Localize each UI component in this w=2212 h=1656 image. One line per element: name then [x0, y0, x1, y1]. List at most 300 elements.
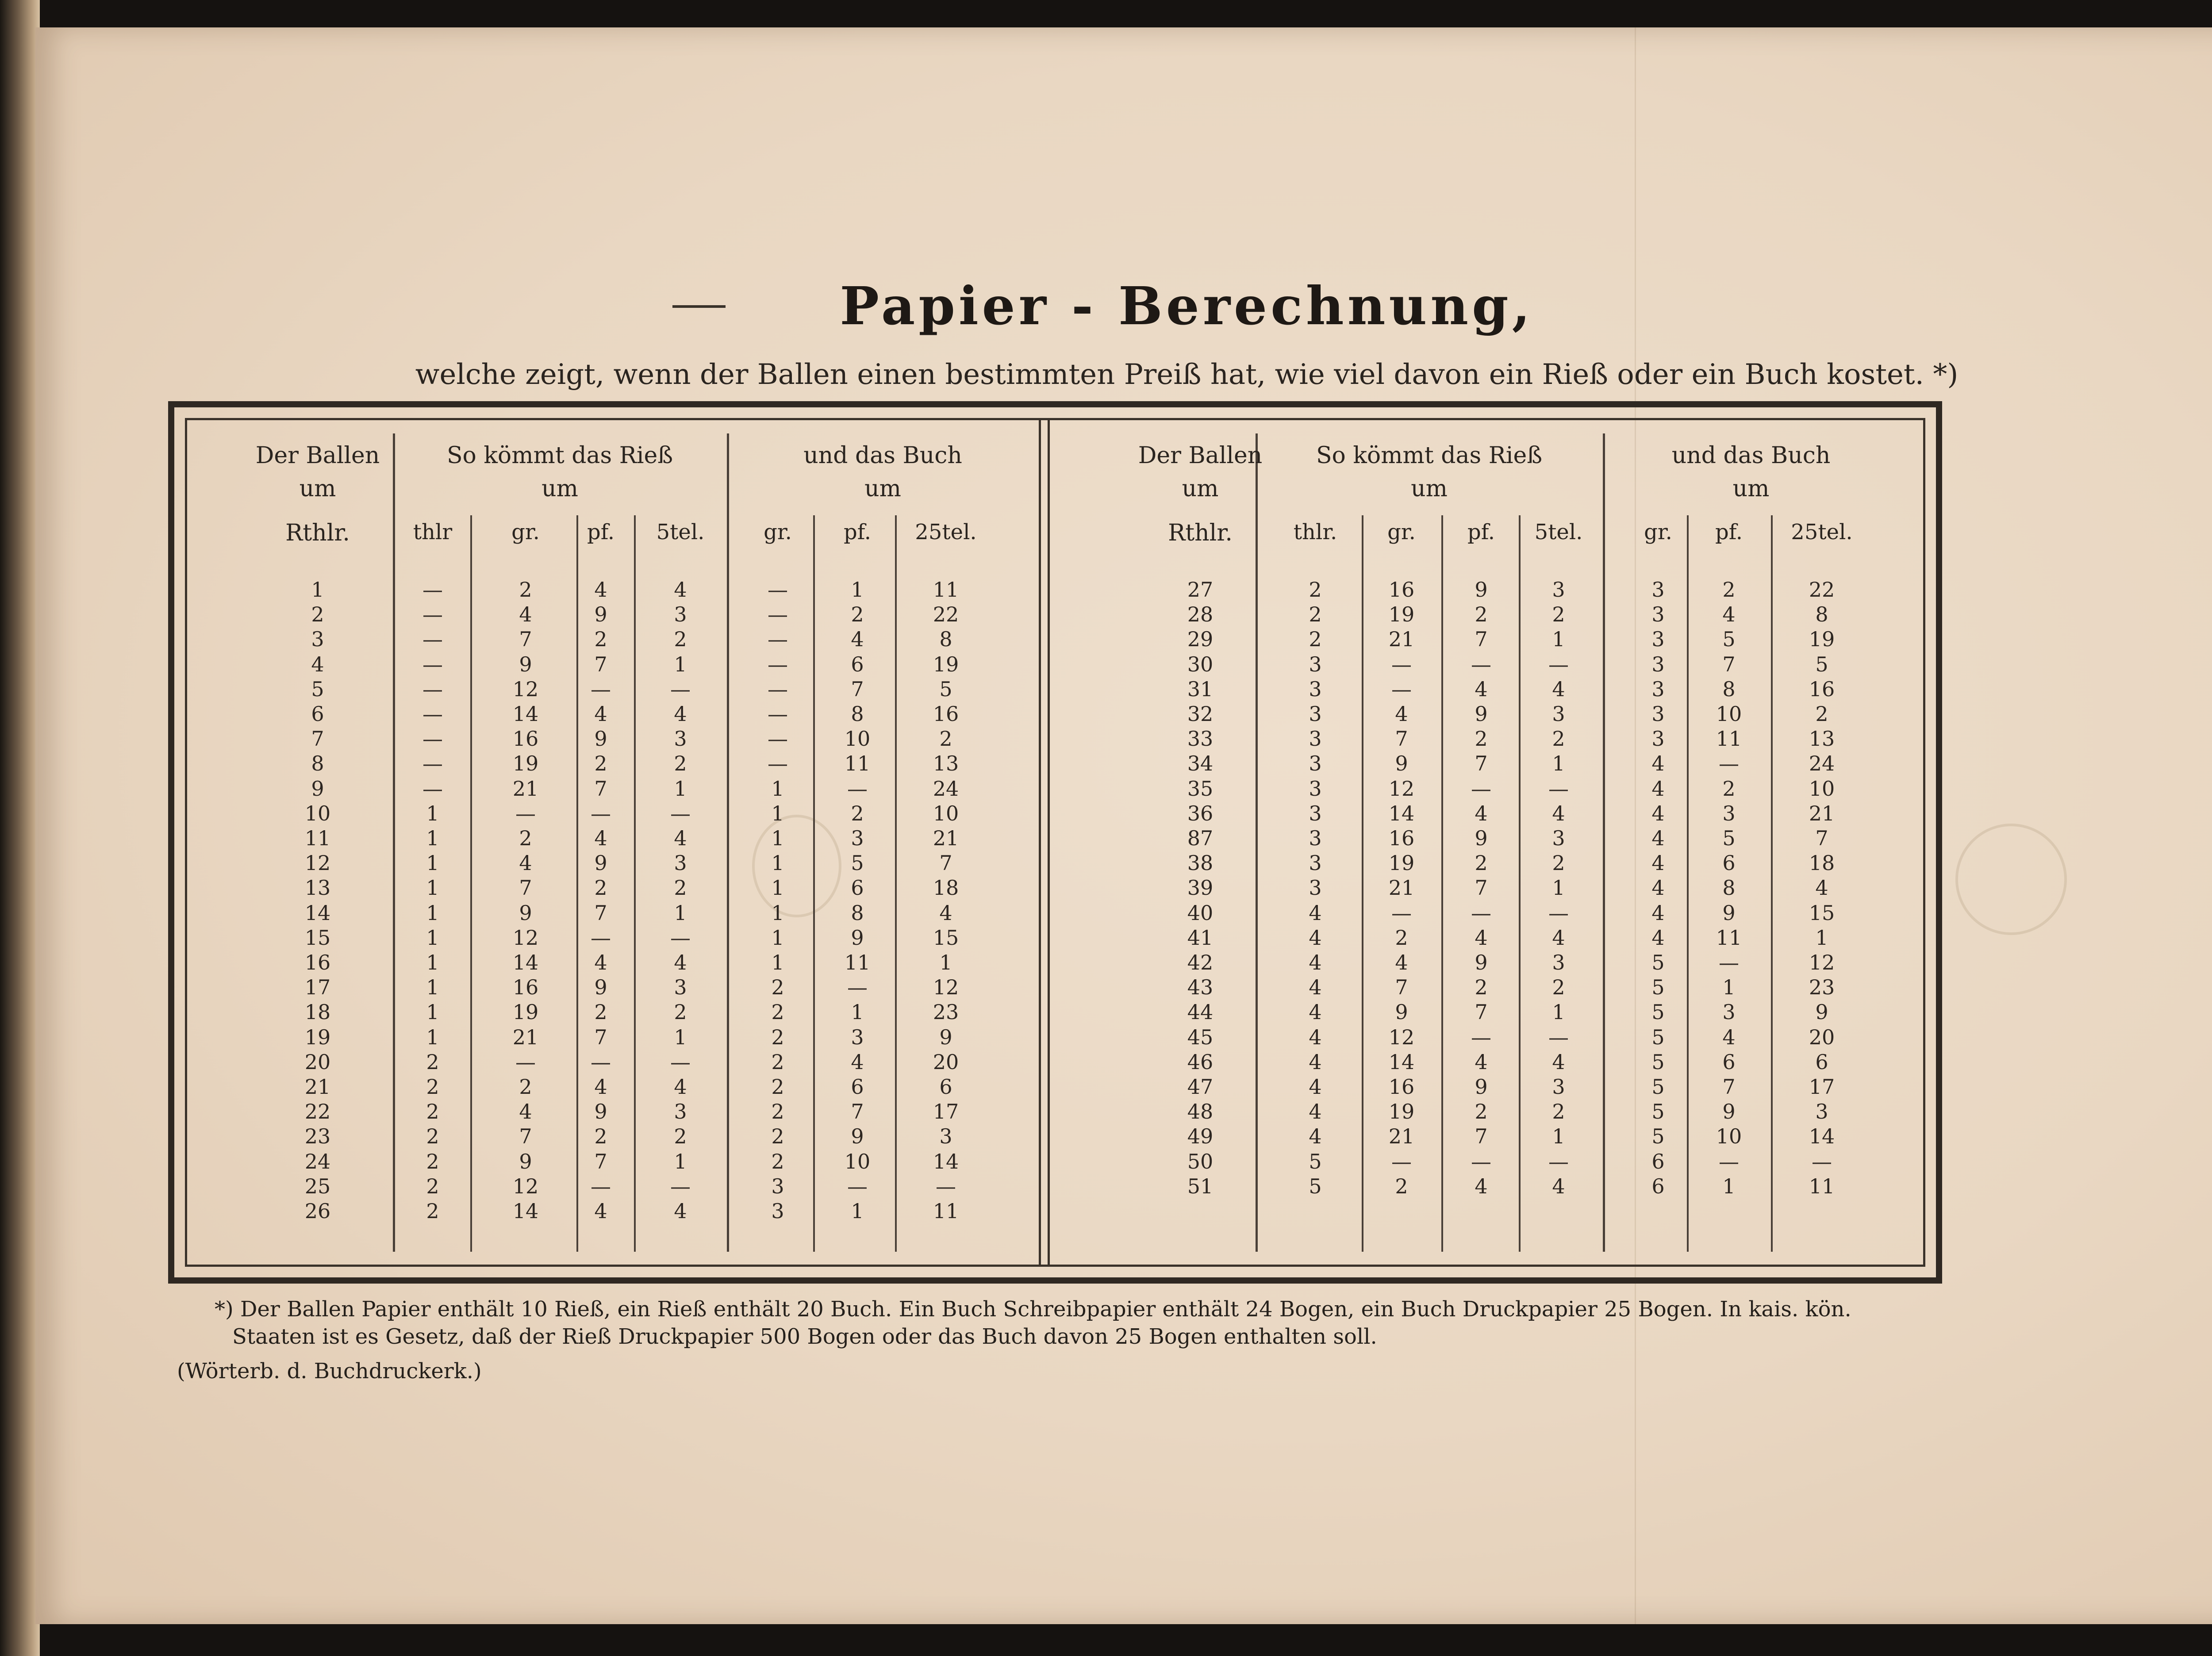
left-header-buch: und das Buch: [803, 442, 962, 469]
left-table-cell: 1: [674, 1150, 687, 1173]
right-table-cell: 2: [1309, 578, 1322, 602]
right-table-cell: 28: [1187, 602, 1214, 626]
right-table-cell: 4: [1651, 876, 1665, 900]
right-column-rule: [1687, 515, 1689, 1252]
right-table-cell: 12: [1388, 777, 1415, 801]
right-table-cell: 3: [1651, 652, 1665, 676]
left-table-cell: 14: [933, 1150, 959, 1173]
left-table-cell: 2: [939, 727, 952, 751]
left-table-cell: 5: [851, 851, 864, 875]
right-table-cell: 3: [1309, 826, 1322, 850]
left-table-cell: 16: [512, 975, 539, 999]
right-table-cell: 5: [1722, 627, 1736, 651]
right-table-cell: 2: [1552, 975, 1565, 999]
left-table-cell: 4: [851, 1050, 864, 1074]
right-table-cell: 4: [1722, 1025, 1736, 1049]
right-table-cell: —: [1471, 777, 1491, 801]
right-table-cell: 87: [1187, 826, 1214, 850]
left-table-cell: 11: [304, 826, 331, 850]
left-table-cell: 1: [771, 951, 784, 974]
right-table-cell: 3: [1309, 751, 1322, 775]
right-column-rule: [1362, 515, 1363, 1252]
left-table-cell: —: [847, 975, 868, 999]
left-table-cell: 7: [519, 627, 532, 651]
left-table-cell: 10: [304, 801, 331, 825]
right-table-cell: 2: [1475, 975, 1488, 999]
right-table-cell: 4: [1309, 1075, 1322, 1099]
left-table-cell: 3: [674, 602, 687, 626]
left-table-cell: —: [768, 677, 788, 701]
right-table-cell: 9: [1395, 1000, 1408, 1024]
left-table-cell: 2: [426, 1100, 439, 1123]
left-table-cell: 21: [304, 1075, 331, 1099]
right-table-cell: 2: [1552, 851, 1565, 875]
left-table-cell: 1: [674, 777, 687, 801]
left-table-cell: 14: [512, 951, 539, 974]
left-table-cell: 11: [933, 1199, 959, 1223]
left-table-cell: 7: [594, 1025, 607, 1049]
left-table-cell: 21: [512, 1025, 539, 1049]
left-table-cell: 1: [771, 876, 784, 900]
right-table-cell: 6: [1722, 1050, 1736, 1074]
right-table-cell: 5: [1651, 975, 1665, 999]
left-table-cell: —: [422, 677, 443, 701]
left-table-cell: 15: [304, 926, 331, 950]
right-table-cell: 3: [1552, 702, 1565, 726]
right-table-cell: 10: [1809, 777, 1835, 801]
right-table-cell: —: [1391, 677, 1412, 701]
right-table-cell: 3: [1309, 777, 1322, 801]
right-table-cell: 4: [1651, 751, 1665, 775]
left-column-rule: [470, 515, 472, 1252]
right-table-cell: 3: [1651, 627, 1665, 651]
right-table-cell: 4: [1395, 951, 1408, 974]
left-column-rule: [393, 433, 395, 1252]
right-table-cell: 36: [1187, 801, 1214, 825]
left-table-cell: 7: [594, 652, 607, 676]
right-table-cell: 6: [1815, 1050, 1828, 1074]
right-table-cell: 9: [1475, 951, 1488, 974]
right-subheader: pf.: [1467, 520, 1495, 544]
left-table-cell: —: [670, 801, 691, 825]
left-table-cell: 7: [311, 727, 324, 751]
right-table-cell: 2: [1475, 602, 1488, 626]
left-table-cell: 1: [426, 1000, 439, 1024]
left-table-cell: 1: [674, 1025, 687, 1049]
left-table-cell: —: [847, 777, 868, 801]
left-table-cell: 1: [426, 876, 439, 900]
right-table-cell: 9: [1475, 702, 1488, 726]
left-table-cell: —: [422, 627, 443, 651]
right-table-cell: —: [1471, 1150, 1491, 1173]
right-table-cell: 4: [1552, 926, 1565, 950]
right-header-ballen: Der Ballen: [1138, 442, 1263, 469]
left-table-cell: —: [670, 677, 691, 701]
left-column-rule: [634, 515, 636, 1252]
left-table-cell: 14: [512, 702, 539, 726]
left-table-cell: 11: [844, 751, 871, 775]
left-table-cell: 20: [304, 1050, 331, 1074]
right-table-cell: 2: [1475, 851, 1488, 875]
right-table-cell: 5: [1309, 1150, 1322, 1173]
right-table-cell: 34: [1187, 751, 1214, 775]
right-table-cell: 3: [1309, 801, 1322, 825]
right-table-cell: —: [1548, 1150, 1569, 1173]
right-table-cell: 3: [1309, 851, 1322, 875]
right-table-cell: 2: [1722, 777, 1736, 801]
right-table-cell: 4: [1651, 901, 1665, 925]
right-table-cell: 4: [1309, 1000, 1322, 1024]
right-subheader: 5tel.: [1534, 520, 1583, 544]
right-table-cell: 2: [1395, 1174, 1408, 1198]
right-table-cell: 3: [1309, 652, 1322, 676]
left-table-cell: 1: [771, 777, 784, 801]
right-table-cell: 5: [1815, 652, 1828, 676]
right-column-rule: [1441, 515, 1443, 1252]
left-table-cell: —: [847, 1174, 868, 1198]
left-table-cell: 2: [426, 1124, 439, 1148]
left-header-riess: um: [541, 475, 578, 502]
right-table-cell: 21: [1388, 876, 1415, 900]
right-table-cell: 4: [1309, 1025, 1322, 1049]
right-column-rule: [1256, 433, 1258, 1252]
left-table-cell: 17: [304, 975, 331, 999]
left-table-cell: 1: [771, 926, 784, 950]
left-table-cell: 2: [771, 1050, 784, 1074]
left-table-cell: 2: [674, 1124, 687, 1148]
right-table-cell: 18: [1809, 851, 1835, 875]
right-table-cell: —: [1812, 1150, 1832, 1173]
right-table-cell: 4: [1651, 851, 1665, 875]
left-table-cell: 8: [851, 901, 864, 925]
left-table-cell: 3: [674, 727, 687, 751]
left-table-cell: 13: [933, 751, 959, 775]
right-table-cell: 2: [1309, 627, 1322, 651]
left-table-cell: 2: [771, 1100, 784, 1123]
left-header-ballen: Der Ballen: [255, 442, 380, 469]
left-table-cell: 4: [594, 826, 607, 850]
right-table-cell: 40: [1187, 901, 1214, 925]
right-table-cell: 9: [1722, 901, 1736, 925]
left-table-cell: 11: [844, 951, 871, 974]
left-table-cell: —: [936, 1174, 956, 1198]
left-table-cell: 1: [426, 926, 439, 950]
right-table-cell: 7: [1815, 826, 1828, 850]
left-subheader: pf.: [843, 520, 872, 544]
left-subheader: 5tel.: [656, 520, 705, 544]
left-table-cell: 2: [771, 1124, 784, 1148]
left-table-cell: —: [591, 1050, 611, 1074]
right-table-cell: 48: [1187, 1100, 1214, 1123]
right-table-cell: 4: [1475, 926, 1488, 950]
right-table-cell: —: [1719, 751, 1739, 775]
right-table-cell: 4: [1651, 826, 1665, 850]
left-table-cell: 6: [851, 876, 864, 900]
left-table-cell: 7: [594, 901, 607, 925]
left-table-cell: 4: [674, 1199, 687, 1223]
right-table-cell: 2: [1815, 702, 1828, 726]
left-table-cell: 15: [933, 926, 959, 950]
right-table-cell: 22: [1809, 578, 1835, 602]
right-table-cell: 4: [1475, 1050, 1488, 1074]
right-table-cell: —: [1548, 652, 1569, 676]
right-table-cell: 11: [1716, 727, 1742, 751]
left-subheader: thlr: [413, 520, 453, 544]
right-table-cell: 8: [1722, 677, 1736, 701]
right-table-cell: 3: [1309, 677, 1322, 701]
left-table-cell: —: [515, 801, 536, 825]
left-table-cell: 18: [304, 1000, 331, 1024]
right-table-cell: —: [1391, 652, 1412, 676]
right-table-cell: 7: [1722, 1075, 1736, 1099]
left-table-cell: 9: [594, 975, 607, 999]
right-table-cell: 19: [1388, 1100, 1415, 1123]
right-table-cell: 4: [1309, 951, 1322, 974]
left-table-cell: 9: [851, 1124, 864, 1148]
right-table-cell: 4: [1552, 801, 1565, 825]
left-table-cell: —: [768, 727, 788, 751]
left-table-cell: 4: [519, 851, 532, 875]
right-table-cell: 7: [1475, 1124, 1488, 1148]
right-table-cell: 1: [1722, 975, 1736, 999]
left-table-cell: 17: [933, 1100, 959, 1123]
left-table-cell: 4: [594, 951, 607, 974]
left-table-cell: 1: [426, 951, 439, 974]
left-table-cell: 19: [933, 652, 959, 676]
left-header-ballen: um: [299, 475, 336, 502]
left-table-cell: 2: [771, 975, 784, 999]
book-binding: [0, 0, 40, 1656]
left-table-cell: 6: [311, 702, 324, 726]
scanned-page: [35, 27, 2212, 1624]
left-table-cell: 12: [512, 926, 539, 950]
left-column-rule: [576, 515, 578, 1252]
left-table-cell: 3: [674, 1100, 687, 1123]
left-table-cell: 4: [594, 1199, 607, 1223]
left-table-cell: 1: [851, 1199, 864, 1223]
right-table-cell: 1: [1552, 627, 1565, 651]
right-header-ballen: Rthlr.: [1168, 520, 1233, 546]
right-table-cell: 27: [1187, 578, 1214, 602]
left-subheader: pf.: [587, 520, 615, 544]
left-table-cell: 20: [933, 1050, 959, 1074]
left-table-cell: 10: [933, 801, 959, 825]
left-table-cell: 2: [426, 1199, 439, 1223]
right-table-cell: 6: [1722, 851, 1736, 875]
right-table-cell: 9: [1475, 826, 1488, 850]
left-table-cell: 13: [304, 876, 331, 900]
right-table-cell: 1: [1552, 1124, 1565, 1148]
right-table-cell: 2: [1552, 1100, 1565, 1123]
right-table-cell: 5: [1651, 1025, 1665, 1049]
right-table-cell: 3: [1815, 1100, 1828, 1123]
right-table-cell: 8: [1815, 602, 1828, 626]
left-table-cell: 2: [594, 1124, 607, 1148]
right-header-riess: um: [1411, 475, 1448, 502]
right-table-cell: 7: [1475, 876, 1488, 900]
left-table-cell: 9: [311, 777, 324, 801]
left-table-cell: 2: [674, 627, 687, 651]
right-table-cell: 9: [1475, 1075, 1488, 1099]
left-table-cell: 12: [512, 677, 539, 701]
right-table-cell: 5: [1309, 1174, 1322, 1198]
left-table-cell: —: [422, 751, 443, 775]
left-table-cell: 2: [426, 1075, 439, 1099]
left-table-cell: 19: [304, 1025, 331, 1049]
right-table-cell: 7: [1722, 652, 1736, 676]
right-table-cell: 3: [1651, 602, 1665, 626]
page-title: Papier - Berechnung,: [840, 275, 1534, 337]
left-table-cell: 23: [304, 1124, 331, 1148]
left-table-cell: 2: [426, 1050, 439, 1074]
left-table-cell: 6: [939, 1075, 952, 1099]
right-table-cell: 4: [1475, 801, 1488, 825]
left-table-cell: —: [768, 602, 788, 626]
left-table-cell: 1: [851, 1000, 864, 1024]
right-table-cell: 2: [1722, 578, 1736, 602]
right-table-cell: —: [1719, 1150, 1739, 1173]
left-column-rule: [813, 515, 815, 1252]
right-table-cell: 24: [1809, 751, 1835, 775]
right-table-cell: 35: [1187, 777, 1214, 801]
right-table-cell: 5: [1651, 1124, 1665, 1148]
right-table-cell: 7: [1475, 751, 1488, 775]
left-table-cell: 3: [851, 826, 864, 850]
right-table-cell: 3: [1552, 826, 1565, 850]
right-table-cell: 33: [1187, 727, 1214, 751]
right-table-cell: 44: [1187, 1000, 1214, 1024]
right-table-cell: 4: [1309, 901, 1322, 925]
right-table-cell: 20: [1809, 1025, 1835, 1049]
page-subtitle: welche zeigt, wenn der Ballen einen bestimmten Preiß hat, wie viel davon ein Rieß oder ein Buch kostet. *): [415, 358, 1959, 391]
left-table-cell: 16: [933, 702, 959, 726]
right-table-cell: 11: [1716, 926, 1742, 950]
right-column-rule: [1603, 433, 1605, 1252]
left-table-cell: —: [670, 1174, 691, 1198]
left-table-cell: 1: [426, 1025, 439, 1049]
left-table-cell: 1: [426, 826, 439, 850]
right-table-cell: 1: [1815, 926, 1828, 950]
left-subheader: 25tel.: [915, 520, 977, 544]
left-table-cell: —: [591, 926, 611, 950]
left-table-cell: 7: [851, 1100, 864, 1123]
left-subheader: gr.: [511, 520, 540, 544]
left-table-cell: —: [422, 702, 443, 726]
left-table-cell: 3: [771, 1174, 784, 1198]
price-table-inner: [185, 418, 1925, 1267]
right-table-cell: 30: [1187, 652, 1214, 676]
right-table-cell: 5: [1651, 1075, 1665, 1099]
right-table-cell: 23: [1809, 975, 1835, 999]
right-table-cell: 16: [1809, 677, 1835, 701]
left-table-cell: 2: [594, 876, 607, 900]
left-table-cell: 12: [304, 851, 331, 875]
right-table-cell: 19: [1388, 602, 1415, 626]
right-table-cell: 1: [1552, 751, 1565, 775]
left-table-cell: —: [768, 627, 788, 651]
right-header-riess: So kömmt das Rieß: [1316, 442, 1543, 469]
left-table-cell: 19: [512, 751, 539, 775]
right-table-cell: —: [1471, 901, 1491, 925]
right-table-cell: 3: [1552, 951, 1565, 974]
right-table-cell: 3: [1651, 702, 1665, 726]
paper-stain: [1955, 824, 2067, 935]
left-table-cell: —: [591, 801, 611, 825]
left-table-cell: 1: [426, 901, 439, 925]
right-table-cell: 4: [1815, 876, 1828, 900]
left-table-cell: 9: [594, 727, 607, 751]
left-table-cell: 25: [304, 1174, 331, 1198]
left-column-rule: [727, 433, 729, 1252]
left-table-cell: 1: [939, 951, 952, 974]
left-table-cell: 21: [512, 777, 539, 801]
right-table-cell: 2: [1475, 1100, 1488, 1123]
left-table-cell: 3: [851, 1025, 864, 1049]
left-table-cell: 1: [674, 652, 687, 676]
left-table-cell: 2: [594, 627, 607, 651]
right-table-cell: 9: [1815, 1000, 1828, 1024]
left-table-cell: 9: [939, 1025, 952, 1049]
left-table-cell: 24: [933, 777, 959, 801]
right-table-cell: —: [1391, 901, 1412, 925]
left-table-cell: 2: [519, 826, 532, 850]
right-table-cell: 4: [1475, 677, 1488, 701]
right-table-cell: 3: [1722, 801, 1736, 825]
left-table-cell: 4: [594, 702, 607, 726]
left-table-cell: 2: [674, 751, 687, 775]
left-table-cell: 4: [594, 1075, 607, 1099]
right-table-cell: 32: [1187, 702, 1214, 726]
left-table-cell: 16: [512, 727, 539, 751]
left-table-cell: 9: [594, 1100, 607, 1123]
left-column-rule: [895, 515, 897, 1252]
left-table-cell: —: [768, 652, 788, 676]
left-table-cell: 12: [933, 975, 959, 999]
right-table-cell: 50: [1187, 1150, 1214, 1173]
left-table-cell: 4: [519, 602, 532, 626]
left-table-cell: —: [515, 1050, 536, 1074]
right-table-cell: 21: [1809, 801, 1835, 825]
right-subheader: gr.: [1387, 520, 1416, 544]
left-table-cell: 11: [933, 578, 959, 602]
center-rule: [1048, 420, 1050, 1265]
right-table-cell: 15: [1809, 901, 1835, 925]
left-table-cell: 4: [674, 702, 687, 726]
left-table-cell: 2: [771, 1025, 784, 1049]
right-table-cell: 6: [1651, 1150, 1665, 1173]
right-table-cell: 9: [1475, 578, 1488, 602]
right-header-ballen: um: [1182, 475, 1219, 502]
right-table-cell: 16: [1388, 826, 1415, 850]
left-table-cell: 24: [304, 1150, 331, 1173]
right-table-cell: 4: [1651, 777, 1665, 801]
left-table-cell: 4: [674, 1075, 687, 1099]
right-header-buch: und das Buch: [1671, 442, 1831, 469]
right-table-cell: 1: [1722, 1174, 1736, 1198]
right-table-cell: 14: [1388, 801, 1415, 825]
right-table-cell: 10: [1716, 702, 1742, 726]
left-table-cell: 2: [851, 602, 864, 626]
right-table-cell: 43: [1187, 975, 1214, 999]
right-table-cell: 46: [1187, 1050, 1214, 1074]
left-table-cell: —: [768, 751, 788, 775]
right-table-cell: —: [1471, 652, 1491, 676]
left-table-cell: 19: [512, 1000, 539, 1024]
left-table-cell: 1: [771, 826, 784, 850]
left-table-cell: 12: [512, 1174, 539, 1198]
left-table-cell: 2: [311, 602, 324, 626]
left-table-cell: 21: [933, 826, 959, 850]
